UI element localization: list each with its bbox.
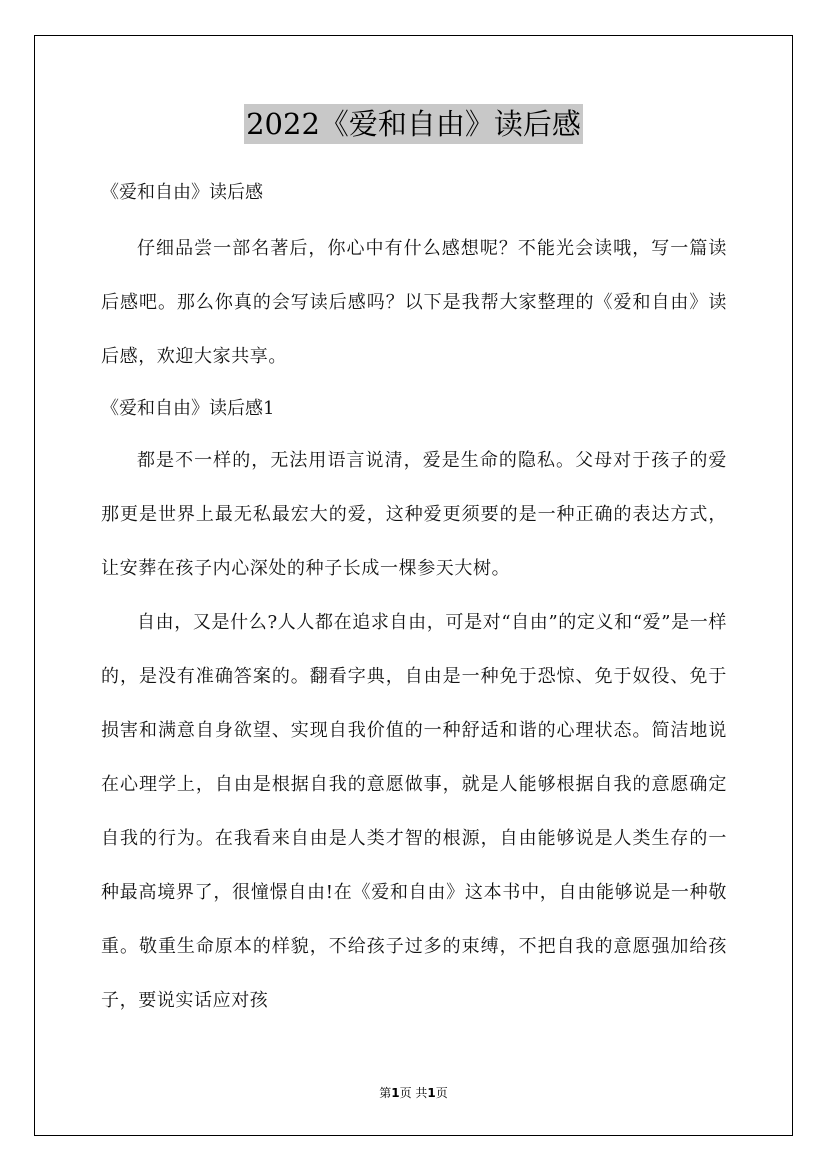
page-current: 1: [391, 1086, 400, 1100]
subtitle-heading: 《爱和自由》读后感: [101, 182, 263, 203]
page-suffix: 页: [435, 1086, 448, 1100]
page-mid: 页 共: [399, 1086, 428, 1100]
document-body: [101, 168, 727, 1028]
page-total: 1: [427, 1086, 436, 1100]
section1-heading: 《爱和自由》读后感1: [101, 398, 275, 419]
document-title-text: 2022《爱和自由》读后感: [244, 104, 583, 144]
page-footer: [0, 1084, 827, 1101]
section1-paragraph-1: 都是不一样的，无法用语言说清，爱是生命的隐私。父母对于孩子的爱那更是世界上最无私最宏大的爱，这种爱更须要的是一种正确的表达方式，让安葬在孩子内心深处的种子长成一棵参天大树。: [101, 450, 727, 579]
page-prefix: 第: [379, 1086, 392, 1100]
section1-paragraph-2: 自由，又是什么?人人都在追求自由，可是对“自由”的定义和“爱”是一样的，是没有准确答案的。翻看字典，自由是一种免于恐惊、免于奴役、免于损害和满意自身欲望、实现自我价值的一种舒适和谐的心理状态。简洁地说在心理学上，自由是根据自我的意愿做事，就是人能够根据自我的意愿确定自我的行为。在我看来自由是人类才智的根源，自由能够说是人类生存的一种最高境界了，很憧憬自由!在《爱和自由》这本书中，自由能够说是一种敬重。敬重生命原本的样貌，不给孩子过多的束缚，不把自我的意愿强加给孩子，要说实话应对孩: [101, 612, 727, 1011]
intro-paragraph: 仔细品尝一部名著后，你心中有什么感想呢？不能光会读哦，写一篇读后感吧。那么你真的会写读后感吗？以下是我帮大家整理的《爱和自由》读后感，欢迎大家共享。: [101, 238, 727, 367]
document-title: [0, 104, 827, 144]
